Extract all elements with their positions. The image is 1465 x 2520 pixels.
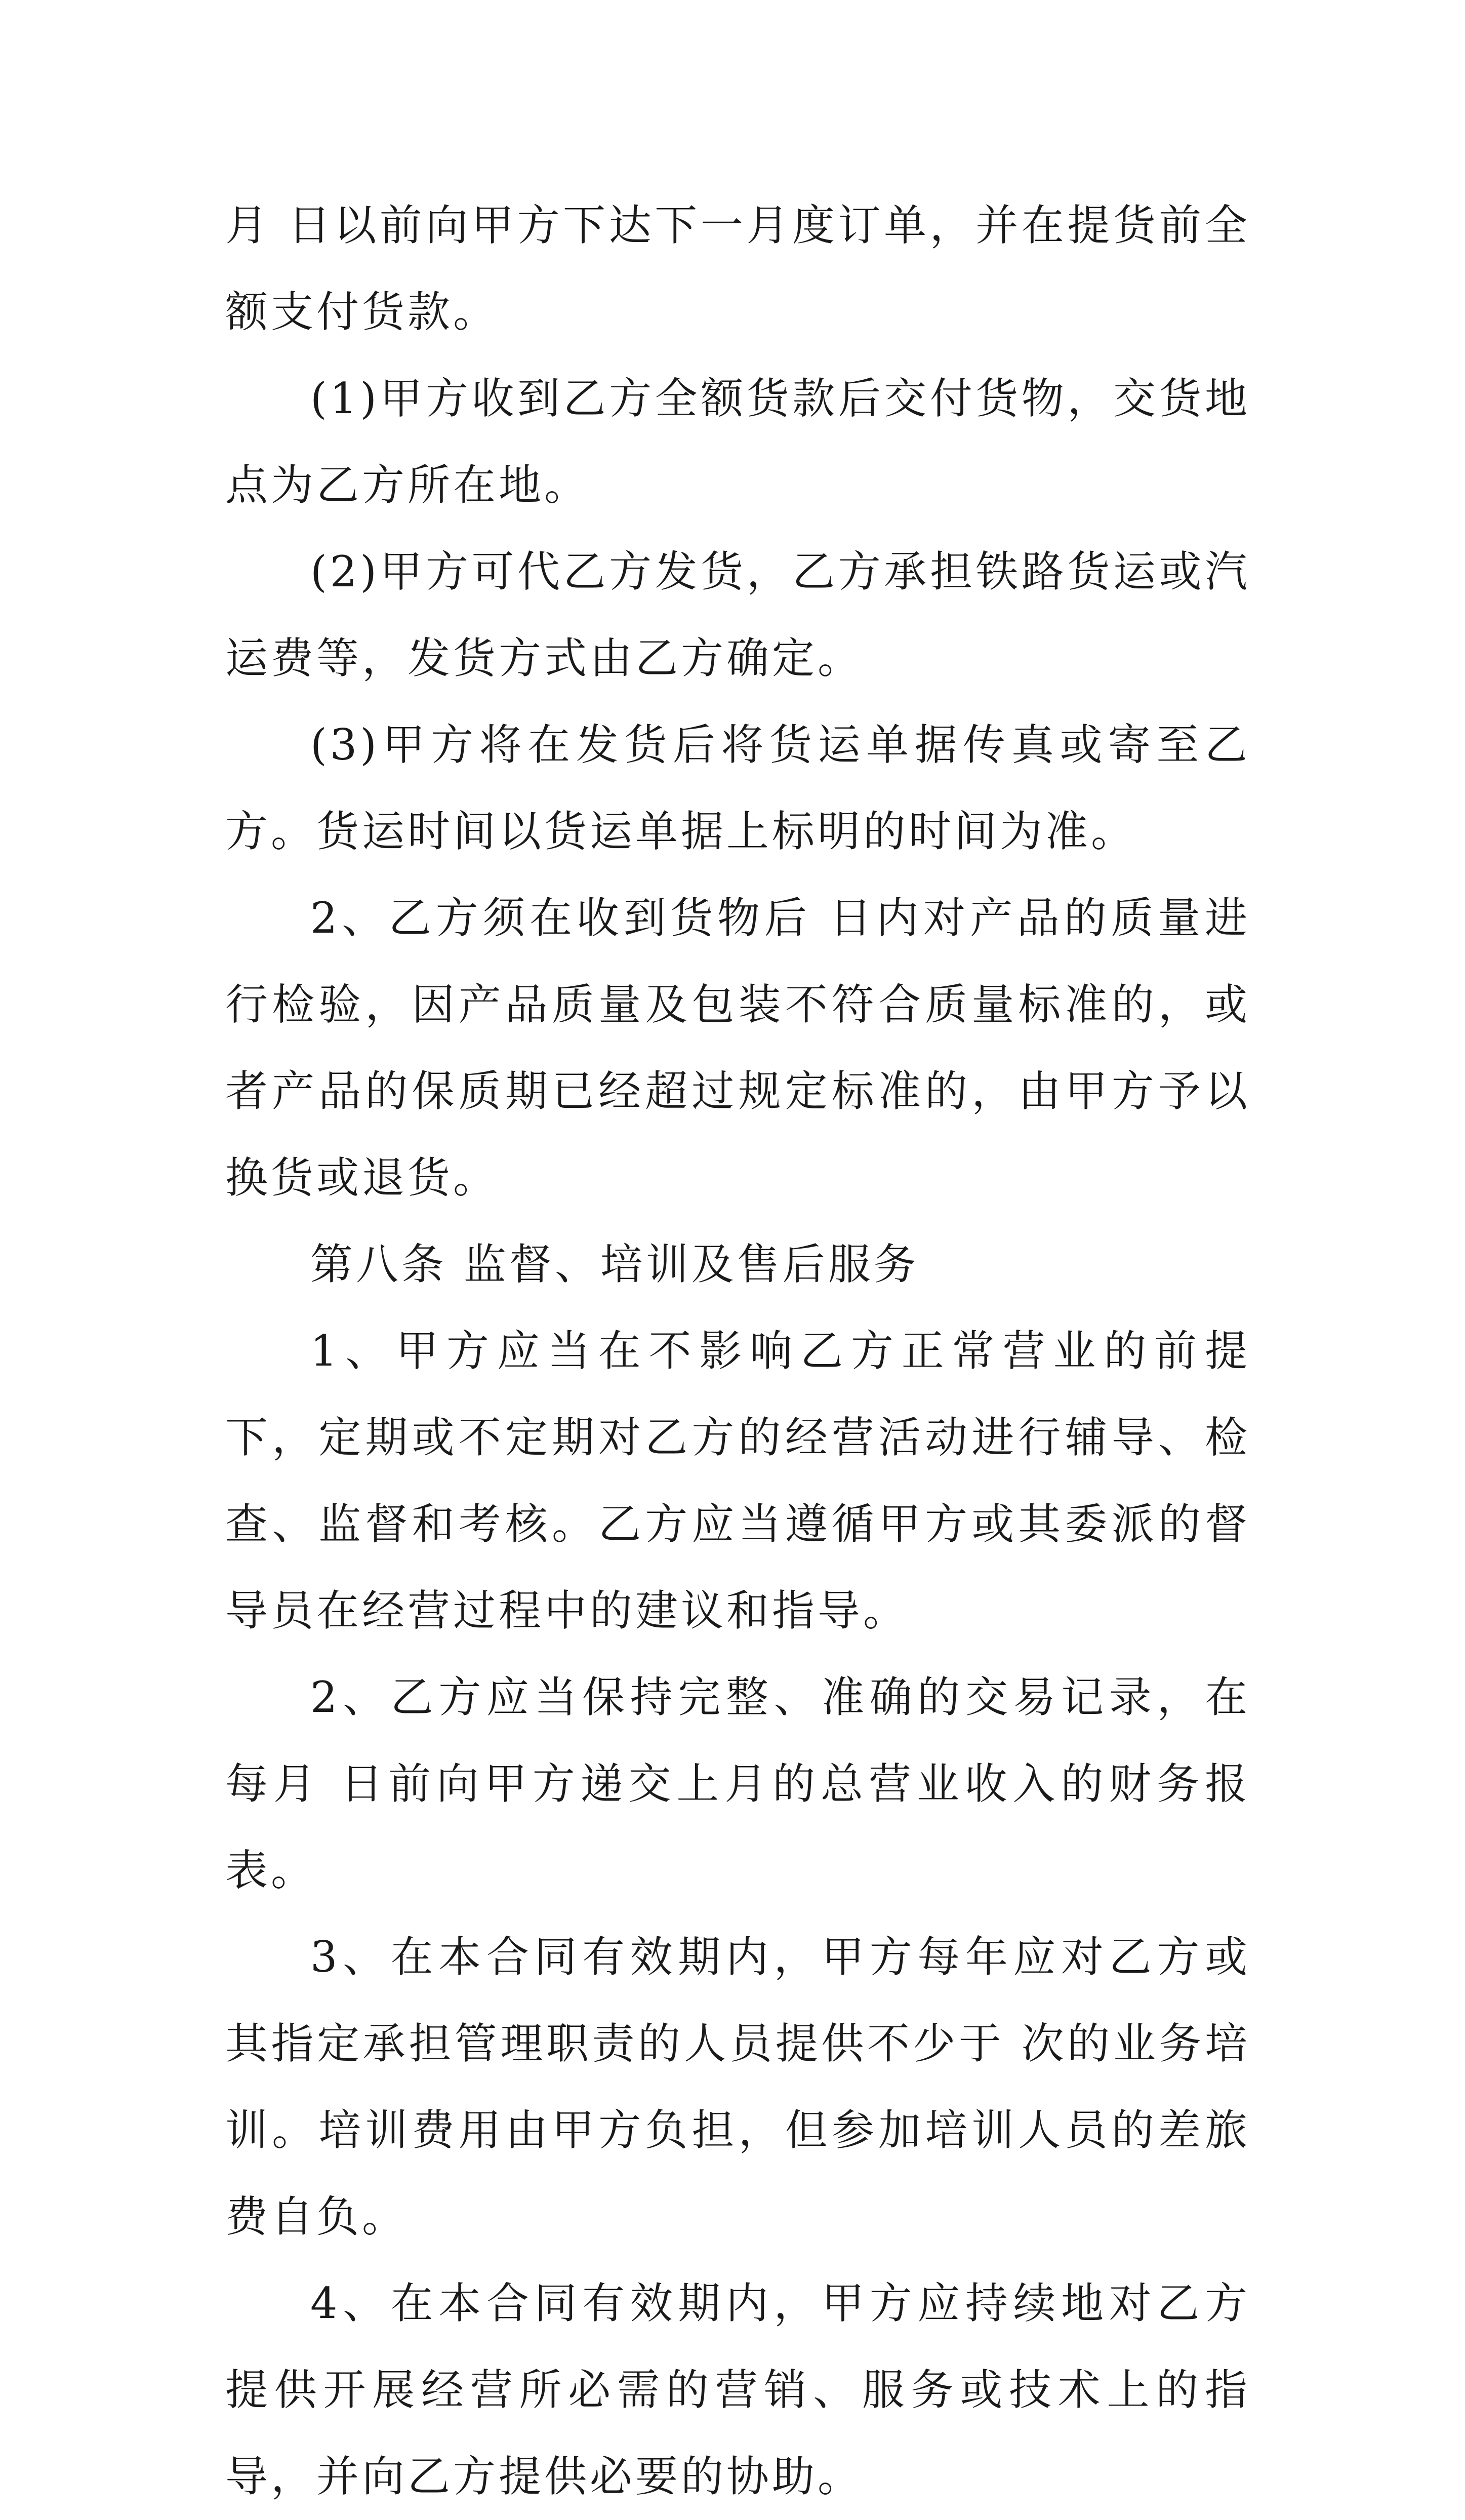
document-body (225, 182, 1250, 2520)
paragraph-shipping-method: (2)甲方可代乙方发货，乙方承担铁路货运或汽运费等，发货方式由乙方确定。 (225, 547, 1250, 683)
article-eight-heading: 第八条 监督、培训及售后服务 (310, 1239, 919, 1289)
paragraph-supervision: 1、甲方应当在不影响乙方正常营业的前提下，定期或不定期对乙方的经营活动进行辅导、检查、监督和考核。乙方应当遵循甲方或其委派的督导员在经营过程中的建议和指导。 (225, 1326, 1250, 1635)
paragraph-quality-inspection: 2、乙方须在收到货物后 日内对产品的质量进行检验，因产品质量及包装不符合质量标准的，或者产品的保质期已经超过规定标准的，由甲方予以换货或退货。 (225, 893, 1250, 1203)
paragraph-delivery-location: (1)甲方收到乙方全额货款后交付货物，交货地点为乙方所在地。 (225, 374, 1250, 510)
paragraph-financial-report: 2、乙方应当保持完整、准确的交易记录，在每月 日前向甲方递交上月的总营业收入的财务报表。 (225, 1672, 1250, 1895)
paragraph-shipping-documents: (3)甲方将在发货后将货运单据传真或寄至乙方。货运时间以货运单据上标明的时间为准。 (225, 720, 1250, 856)
paragraph-order-deadline: 月 日以前向甲方下达下一月度订单，并在提货前全额支付货款。 (225, 201, 1250, 337)
paragraph-training: 3、在本合同有效期内，甲方每年应对乙方或其指定承担管理职责的人员提供不少于 次的业务培训。培训费用由甲方负担，但参加培训人员的差旅费自负。 (225, 1932, 1250, 2242)
paragraph-guidance-support: 4、在本合同有效期内，甲方应持续地对乙方提供开展经营所必需的营销、服务或技术上的指导，并向乙方提供必要的协助。 (225, 2278, 1250, 2501)
